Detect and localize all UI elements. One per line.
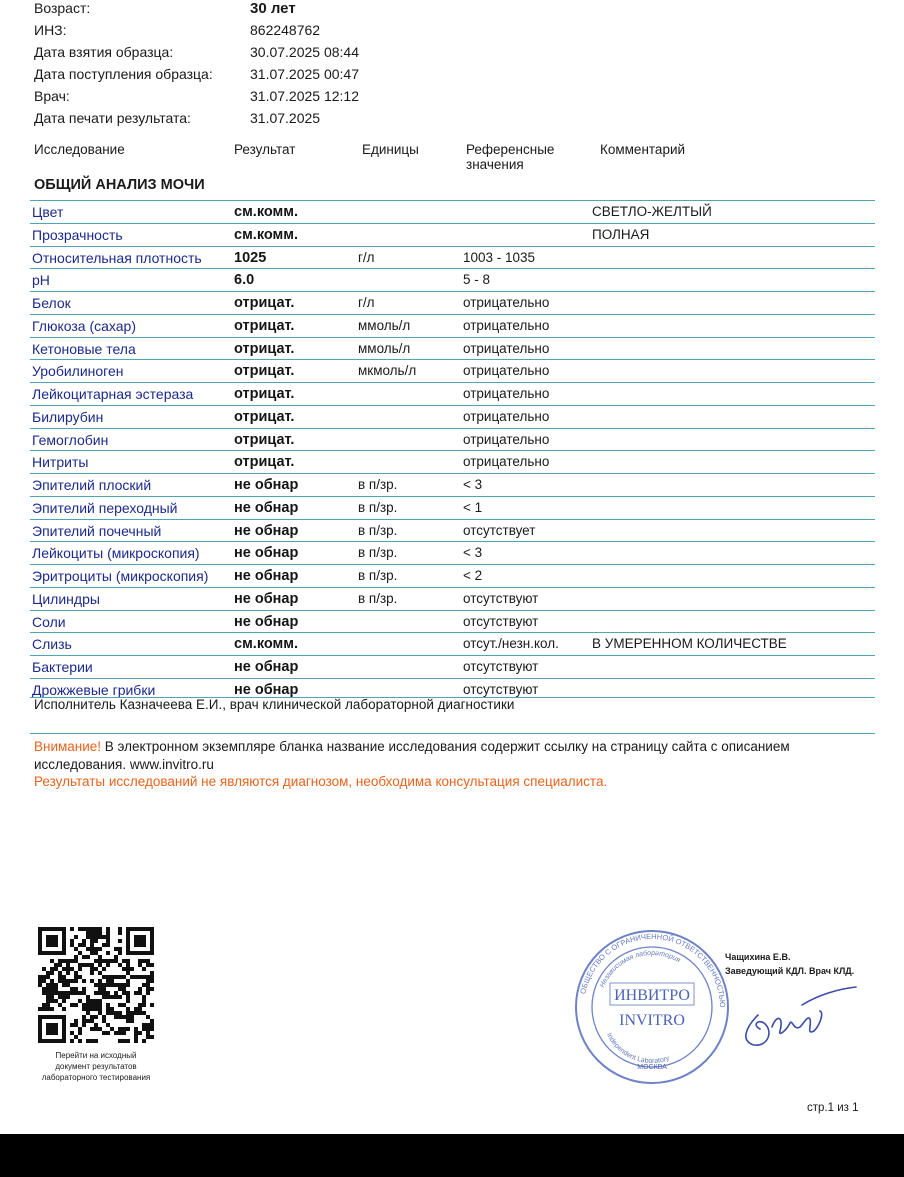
row-reference: отрицательно bbox=[463, 317, 550, 333]
row-name-link[interactable]: Цвет bbox=[32, 204, 64, 220]
row-result: не обнар bbox=[234, 568, 299, 584]
signature bbox=[728, 975, 868, 1055]
table-row bbox=[30, 200, 875, 224]
row-reference: отрицательно bbox=[463, 340, 550, 356]
row-name-link[interactable]: Кетоновые тела bbox=[32, 340, 136, 357]
table-row bbox=[30, 610, 875, 634]
signer-name: Чащихина Е.В. bbox=[725, 952, 791, 962]
row-units: в п/зр. bbox=[358, 545, 398, 561]
notice-attention: Внимание! bbox=[34, 739, 102, 754]
row-result: отрицат. bbox=[234, 386, 295, 402]
qr-caption-line: Перейти на исходный bbox=[55, 1051, 137, 1060]
row-name-link[interactable]: Прозрачность bbox=[32, 226, 123, 243]
row-name-link[interactable]: Уробилиноген bbox=[32, 363, 124, 380]
column-comment: Комментарий bbox=[600, 142, 686, 157]
row-result: не обнар bbox=[234, 590, 299, 607]
row-reference: отсутствует bbox=[463, 522, 536, 538]
signer bbox=[725, 950, 854, 978]
row-reference: отрицательно bbox=[463, 431, 550, 447]
row-reference: отрицательно bbox=[463, 386, 550, 401]
patient-info-value: 862248762 bbox=[250, 22, 321, 38]
row-units: ммоль/л bbox=[358, 340, 411, 356]
row-result: отрицат. bbox=[234, 295, 295, 311]
table-row bbox=[30, 519, 875, 543]
qr-caption-line: лабораторного тестирования bbox=[41, 1073, 151, 1082]
row-reference: < 3 bbox=[463, 545, 483, 561]
row-result: не обнар bbox=[234, 522, 299, 539]
table-row bbox=[30, 428, 875, 452]
table-row bbox=[30, 473, 875, 497]
qr-code[interactable] bbox=[38, 927, 154, 1043]
row-result: не обнар bbox=[234, 545, 299, 562]
row-reference: отрицательно bbox=[463, 295, 550, 310]
row-units: г/л bbox=[358, 295, 375, 310]
separator-line bbox=[30, 733, 875, 734]
row-units: в п/зр. bbox=[358, 522, 398, 538]
row-reference: отсутствуют bbox=[463, 613, 539, 629]
row-name-link[interactable]: pH bbox=[32, 272, 50, 289]
disclaimer: Результаты исследований не являются диагнозом, необходима консультация специалиста. bbox=[34, 774, 608, 789]
row-reference: < 3 bbox=[463, 477, 483, 492]
table-row bbox=[30, 496, 875, 520]
row-name-link[interactable]: Цилиндры bbox=[32, 590, 100, 607]
patient-info-label: Дата взятия образца: bbox=[34, 44, 174, 60]
stamp-brand-ru: ИНВИТРО bbox=[614, 987, 690, 1004]
row-reference: отсутствуют bbox=[463, 659, 539, 674]
row-comment: СВЕТЛО-ЖЕЛТЫЙ bbox=[592, 204, 712, 219]
row-units: г/л bbox=[358, 249, 375, 265]
row-units: в п/зр. bbox=[358, 499, 398, 515]
section-title: ОБЩИЙ АНАЛИЗ МОЧИ bbox=[34, 177, 205, 193]
table-header bbox=[0, 142, 904, 176]
row-result: не обнар bbox=[234, 613, 299, 630]
row-units: в п/зр. bbox=[358, 590, 398, 606]
qr-caption bbox=[26, 1050, 166, 1083]
patient-info-label: Дата печати результата: bbox=[34, 110, 191, 126]
row-name-link[interactable]: Соли bbox=[32, 613, 66, 630]
executor-line: Исполнитель Казначеева Е.И., врач клинической лабораторной диагностики bbox=[34, 697, 515, 712]
row-result: не обнар bbox=[234, 477, 299, 493]
row-name-link[interactable]: Глюкоза (сахар) bbox=[32, 317, 136, 334]
patient-info-value: 31.07.2025 12:12 bbox=[250, 88, 359, 104]
row-reference: < 1 bbox=[463, 499, 483, 515]
row-name-link[interactable]: Гемоглобин bbox=[32, 431, 109, 448]
column-study: Исследование bbox=[34, 142, 125, 157]
table-row bbox=[30, 223, 875, 247]
row-result: отрицат. bbox=[234, 317, 295, 334]
row-reference: отрицательно bbox=[463, 408, 550, 424]
table-row bbox=[30, 246, 875, 270]
column-reference-line1: Референсные bbox=[466, 142, 555, 157]
table-row bbox=[30, 337, 875, 361]
table-row bbox=[30, 587, 875, 611]
row-units: в п/зр. bbox=[358, 568, 398, 583]
table-row bbox=[30, 655, 875, 679]
stamp-inner-text: Независимая лаборатория bbox=[599, 949, 682, 989]
row-name-link[interactable]: Эпителий плоский bbox=[32, 477, 152, 493]
row-result: отрицат. bbox=[234, 340, 295, 357]
notice bbox=[34, 738, 879, 774]
table-row bbox=[30, 632, 875, 656]
column-reference bbox=[466, 142, 554, 172]
row-result: отрицат. bbox=[234, 431, 295, 448]
row-units: в п/зр. bbox=[358, 477, 398, 492]
column-result: Результат bbox=[234, 142, 296, 157]
patient-info-label: ИНЗ: bbox=[34, 22, 67, 38]
row-result: см.комм. bbox=[234, 636, 299, 653]
stamp-brand-en: INVITRO bbox=[619, 1012, 685, 1029]
row-reference: 1003 - 1035 bbox=[463, 249, 536, 265]
row-name-link[interactable]: Лейкоциты (микроскопия) bbox=[32, 545, 200, 562]
row-result: не обнар bbox=[234, 681, 299, 698]
patient-info-value: 30.07.2025 08:44 bbox=[250, 44, 359, 60]
row-result: 1025 bbox=[234, 249, 267, 266]
row-name-link[interactable]: Нитриты bbox=[32, 454, 89, 471]
row-reference: отсутствуют bbox=[463, 681, 539, 697]
screen-bottom-bar bbox=[0, 1134, 904, 1177]
notice-text: В электронном экземпляре бланка название исследования содержит ссылку на страницу сайта с описанием исследования. www.invitro.ru bbox=[34, 739, 790, 772]
column-reference-line2: значения bbox=[466, 157, 524, 172]
qr-caption-line: документ результатов bbox=[55, 1062, 137, 1071]
stamp-ring-text: ОБЩЕСТВО С ОГРАНИЧЕННОЙ ОТВЕТСТВЕННОСТЬЮ bbox=[578, 931, 728, 1008]
row-reference: отсутствуют bbox=[463, 590, 539, 606]
table-row bbox=[30, 359, 875, 383]
row-reference: отрицательно bbox=[463, 454, 550, 470]
patient-info-value: 31.07.2025 00:47 bbox=[250, 66, 359, 82]
row-reference: 5 - 8 bbox=[463, 272, 491, 288]
stamp-bottom-text: Independent Laboratory bbox=[604, 1032, 671, 1066]
row-units: мкмоль/л bbox=[358, 363, 417, 379]
signer-title: Заведующий КДЛ. Врач КЛД. bbox=[725, 966, 855, 976]
patient-info-label: Врач: bbox=[34, 88, 70, 104]
patient-info-value: 31.07.2025 bbox=[250, 110, 321, 126]
row-result: 6.0 bbox=[234, 272, 255, 289]
table-row bbox=[30, 314, 875, 338]
stamp-city: МОСКВА bbox=[637, 1064, 667, 1071]
row-result: отрицат. bbox=[234, 408, 295, 425]
patient-info-label: Возраст: bbox=[34, 0, 91, 16]
row-name-link[interactable]: Относительная плотность bbox=[32, 249, 202, 266]
column-units: Единицы bbox=[362, 142, 419, 157]
page-number: стр.1 из 1 bbox=[807, 1102, 859, 1114]
row-name-link[interactable]: Эпителий почечный bbox=[32, 522, 162, 539]
row-name-link[interactable]: Билирубин bbox=[32, 408, 104, 425]
table-row bbox=[30, 405, 875, 429]
row-result: не обнар bbox=[234, 499, 299, 516]
row-reference: отсут./незн.кол. bbox=[463, 636, 559, 652]
table-row bbox=[30, 541, 875, 565]
lab-stamp bbox=[572, 927, 732, 1087]
row-name-link[interactable]: Белок bbox=[32, 295, 71, 311]
row-result: не обнар bbox=[234, 659, 299, 675]
row-comment: ПОЛНАЯ bbox=[592, 226, 650, 242]
row-comment: В УМЕРЕННОМ КОЛИЧЕСТВЕ bbox=[592, 636, 787, 652]
row-name-link[interactable]: Слизь bbox=[32, 636, 72, 653]
patient-info-label: Дата поступления образца: bbox=[34, 66, 213, 82]
row-result: см.комм. bbox=[234, 226, 299, 243]
row-name-link[interactable]: Дрожжевые грибки bbox=[32, 681, 156, 698]
row-name-link[interactable]: Лейкоцитарная эстераза bbox=[32, 386, 194, 402]
patient-info-value: 30 лет bbox=[250, 0, 296, 17]
table-row bbox=[30, 291, 875, 315]
row-name-link[interactable]: Эпителий переходный bbox=[32, 499, 178, 516]
row-reference: < 2 bbox=[463, 568, 483, 583]
row-units: ммоль/л bbox=[358, 317, 411, 333]
table-row bbox=[30, 564, 875, 588]
table-row bbox=[30, 268, 875, 292]
row-result: отрицат. bbox=[234, 454, 295, 471]
row-reference: отрицательно bbox=[463, 363, 550, 379]
svg-text:Independent Laboratory bbox=[605, 1032, 671, 1065]
row-result: см.комм. bbox=[234, 204, 299, 220]
table-row bbox=[30, 450, 875, 474]
table-row bbox=[30, 382, 875, 406]
row-name-link[interactable]: Бактерии bbox=[32, 659, 93, 675]
row-name-link[interactable]: Эритроциты (микроскопия) bbox=[32, 568, 209, 584]
row-result: отрицат. bbox=[234, 363, 295, 380]
